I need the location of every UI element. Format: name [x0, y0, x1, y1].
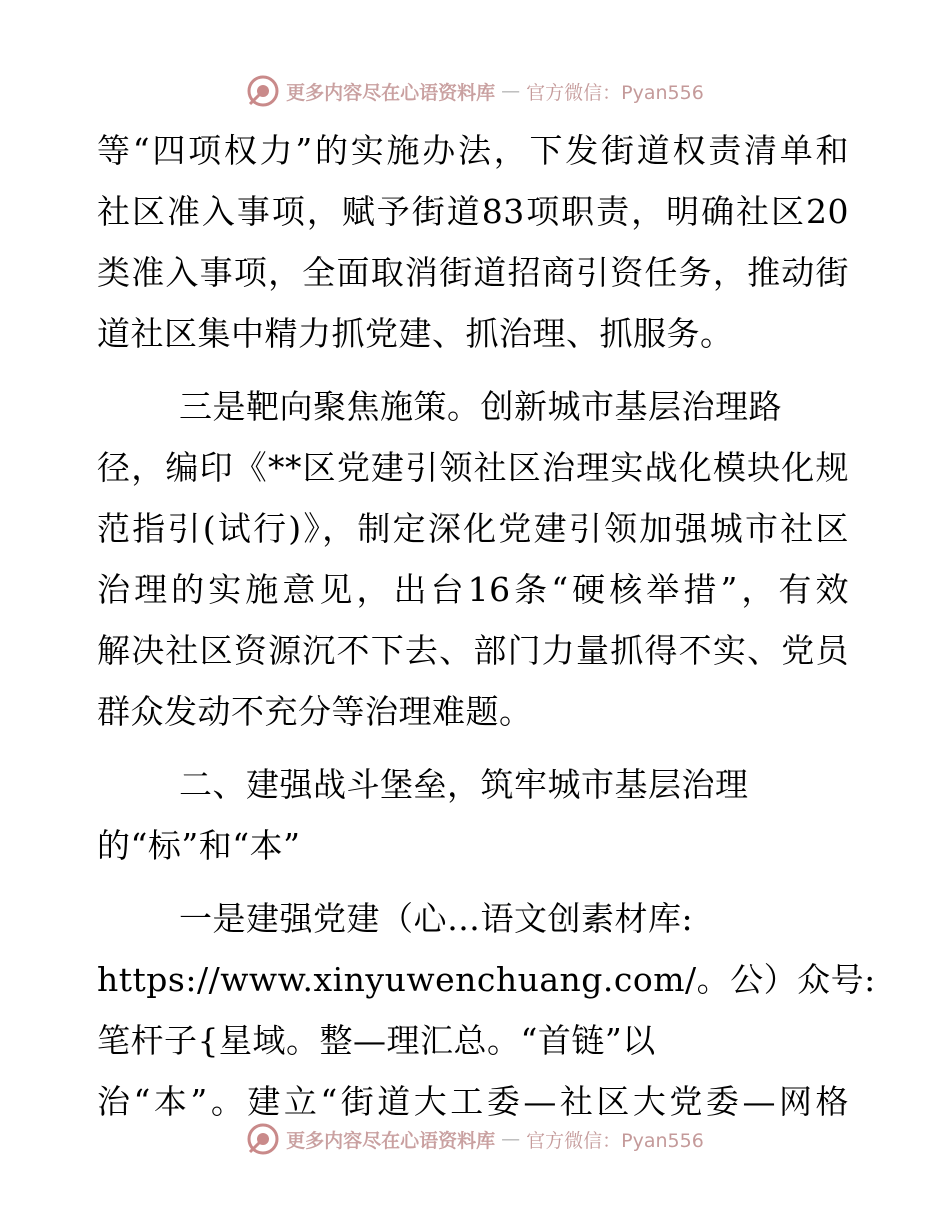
watermark-separator: —: [501, 1128, 521, 1150]
body-line: 类准入事项，全面取消街道招商引资任务，推动街: [97, 253, 849, 292]
body-line: 等“四项权力”的实施办法，下发街道权责清单和: [97, 131, 849, 170]
watermark-text: 更多内容尽在心语资料库: [286, 81, 496, 104]
paragraph-start-line: 一是建强党建（心…语文创素材库:: [179, 899, 694, 938]
body-line: 径，编印《**区党建引领社区治理实战化模块化规: [97, 448, 849, 487]
watermark-contact: 官方微信：Pyan556: [526, 1129, 704, 1152]
document-body: [97, 120, 876, 1132]
body-line: 社区准入事项，赋予街道83项职责，明确社区20: [97, 192, 849, 231]
header-watermark: [0, 74, 950, 108]
body-line: 群众发动不充分等治理难题。: [97, 692, 533, 731]
body-line: 解决社区资源沉不下去、部门力量抓得不实、党员: [97, 631, 849, 670]
body-line: https://www.xinyuwenchuang.com/。公）众号:: [97, 960, 876, 999]
watermark-contact: 官方微信：Pyan556: [526, 81, 704, 104]
body-line: 治理的实施意见，出台16条“硬核举措”，有效: [97, 570, 849, 609]
body-line: 范指引(试行)》，制定深化党建引领加强城市社区: [97, 509, 849, 548]
body-line: 道社区集中精力抓党建、抓治理、抓服务。: [97, 314, 734, 353]
footer-watermark: [0, 1122, 950, 1156]
paragraph-start-line: 三是靶向聚焦施策。创新城市基层治理路: [179, 387, 782, 426]
watermark-text: 更多内容尽在心语资料库: [286, 1129, 496, 1152]
watermark-logo-icon: [246, 74, 280, 108]
body-line: 治“本”。建立“街道大工委—社区大党委—网格: [97, 1082, 849, 1121]
watermark-separator: —: [501, 80, 521, 102]
section-heading-line: 的“标”和“本”: [97, 826, 301, 865]
body-line: 笔杆子{星域。整—理汇总。“首链”以: [97, 1021, 656, 1060]
watermark-logo-icon: [246, 1122, 280, 1156]
section-heading-line: 二、建强战斗堡垒，筑牢城市基层治理: [179, 765, 749, 804]
